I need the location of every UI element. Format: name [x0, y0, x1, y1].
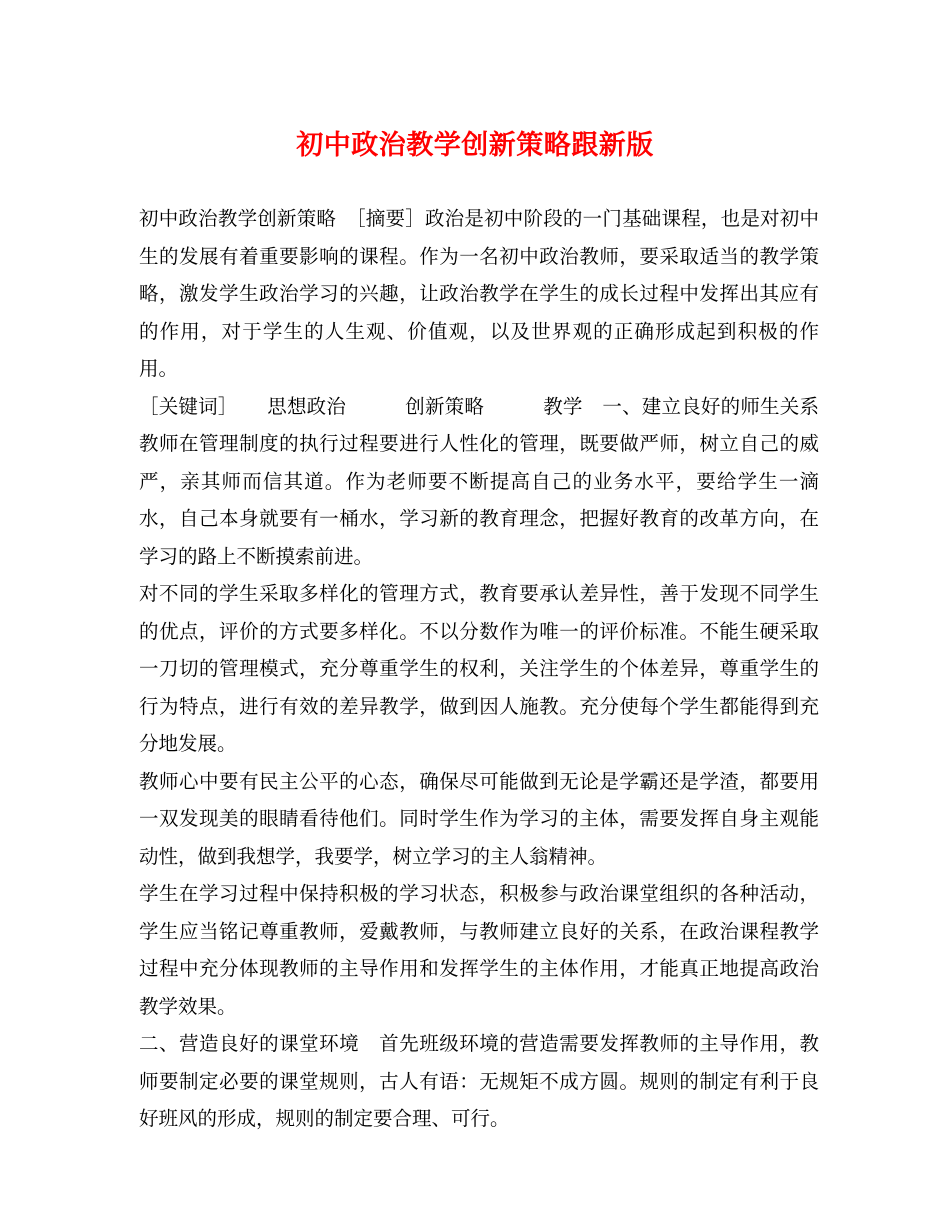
document-body	[139, 200, 839, 1138]
paragraph-section-two: 二、营造良好的课堂环境 首先班级环境的营造需要发挥教师的主导作用，教师要制定必要的课堂规则，古人有语：无规矩不成方圆。规则的制定有利于良好班风的形成，规则的制定要合理、可行。	[139, 1032, 819, 1130]
paragraph-keywords-section-one: ［关键词］ 思想政治 创新策略 教学 一、建立良好的师生关系 教师在管理制度的执行过程要进行人性化的管理，既要做严师，树立自己的威严，亲其师而信其道。作为老师要不断提高自己的业务水平，要给学生一滴水，自己本身就要有一桶水，学习新的教育理念，把握好教育的改革方向，在学习的路上不断摸索前进。	[139, 394, 839, 568]
document-title: 初中政治教学创新策略跟新版	[296, 130, 654, 161]
paragraph-abstract: 初中政治教学创新策略 ［摘要］政治是初中阶段的一门基础课程，也是对初中生的发展有着重要影响的课程。作为一名初中政治教师，要采取适当的教学策略，激发学生政治学习的兴趣，让政治教学在学生的成长过程中发挥出其应有的作用，对于学生的人生观、价值观，以及世界观的正确形成起到积极的作用。	[139, 207, 819, 380]
paragraph-active-learning: 学生在学习过程中保持积极的学习状态，积极参与政治课堂组织的各种活动，学生应当铭记尊重教师，爱戴教师，与教师建立良好的关系，在政治课程教学过程中充分体现教师的主导作用和发挥学生的主体作用，才能真正地提高政治教学效果。	[139, 882, 819, 1018]
paragraph-diverse-management: 对不同的学生采取多样化的管理方式，教育要承认差异性，善于发现不同学生的优点，评价的方式要多样化。不以分数作为唯一的评价标准。不能生硬采取一刀切的管理模式，充分尊重学生的权利，关注学生的个体差异，尊重学生的行为特点，进行有效的差异教学，做到因人施教。充分使每个学生都能得到充分地发展。	[139, 582, 819, 755]
paragraph-fairness: 教师心中要有民主公平的心态，确保尽可能做到无论是学霸还是学渣，都要用一双发现美的眼睛看待他们。同时学生作为学习的主体，需要发挥自身主观能动性，做到我想学，我要学，树立学习的主人翁精神。	[139, 769, 819, 868]
